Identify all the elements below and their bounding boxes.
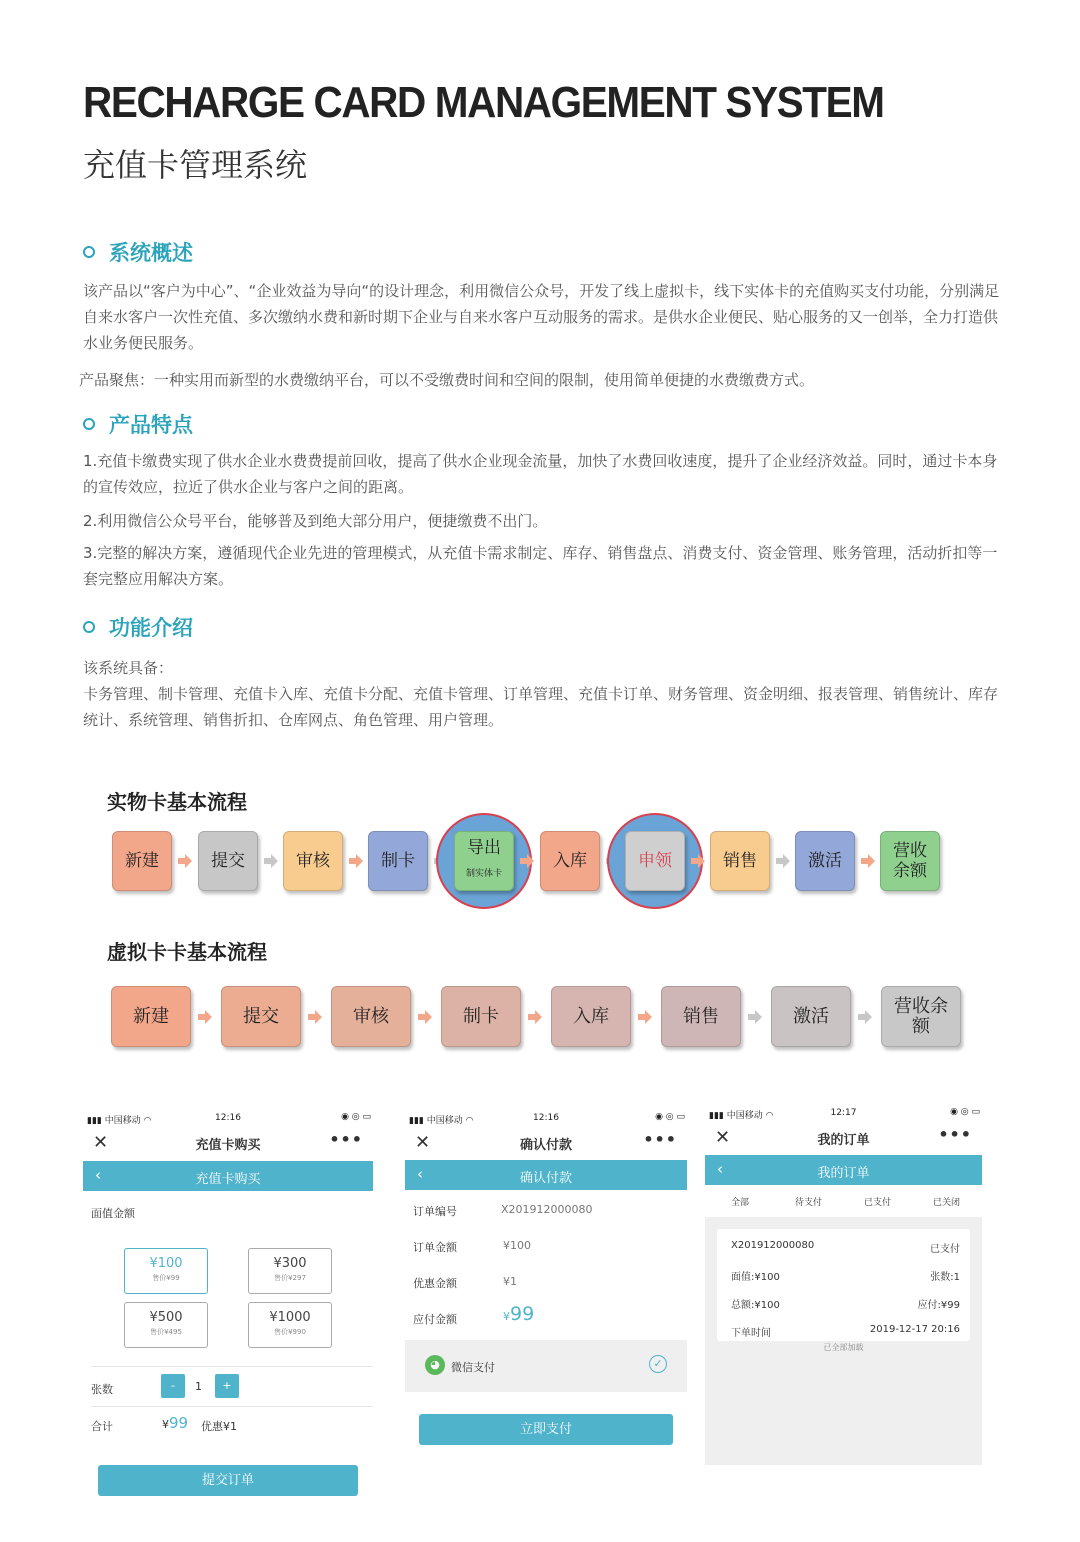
flow-arrow-icon xyxy=(776,854,790,868)
total-value: 99 xyxy=(169,1414,189,1432)
tab-all[interactable]: 全部 xyxy=(731,1198,750,1208)
payable-label: 应付金额 xyxy=(413,1313,457,1326)
signal-icon: ▮▮▮ xyxy=(87,1116,102,1126)
order-number-value: X201912000080 xyxy=(501,1203,593,1216)
nav-title: 确认付款 xyxy=(519,1138,572,1153)
flow-step-label: 营收余 xyxy=(894,995,948,1017)
wechat-pay-option[interactable] xyxy=(405,1340,687,1392)
order-amount-value: ¥100 xyxy=(503,1239,531,1252)
divider xyxy=(91,1406,373,1407)
section-overview-heading xyxy=(83,237,193,267)
flow-step xyxy=(881,986,961,1047)
flow-arrow-icon xyxy=(418,1010,432,1024)
functions-list: 卡务管理、制卡管理、充值卡入库、充值卡分配、充值卡管理、订单管理、充值卡订单、财务管理、资金明细、报表管理、销售统计、库存统计、系统管理、销售折扣、仓库网点、角色管理、用户管理。 xyxy=(83,685,999,729)
features-paragraph-1: 1.充值卡缴费实现了供水企业水费费提前回收，提高了供水企业现金流量，加快了水费回收速度，提升了企业经济效益。同时，通过卡本身的宣传效应，拉近了供水企业与客户之间的距离。 xyxy=(83,452,998,496)
tab-paid[interactable]: 已支付 xyxy=(864,1198,892,1208)
total-amount xyxy=(162,1414,188,1432)
more-icon[interactable]: ••• xyxy=(938,1125,972,1144)
title-chinese: 充值卡管理系统 xyxy=(83,146,308,184)
page-header xyxy=(705,1155,982,1185)
page-header-title: 确认付款 xyxy=(519,1171,572,1186)
section-features-title: 产品特点 xyxy=(109,413,193,437)
amount-option-1000[interactable] xyxy=(248,1302,332,1348)
battery-icon: ◉ ◎ ▭ xyxy=(655,1112,685,1122)
amount-value: ¥100 xyxy=(149,1256,183,1271)
flow-arrow-icon xyxy=(861,854,875,868)
wifi-icon: ◠ xyxy=(465,1116,474,1126)
flow-step-label: 提交 xyxy=(243,1005,279,1027)
signal-icon: ▮▮▮ xyxy=(409,1116,424,1126)
nav-bar xyxy=(83,1130,373,1156)
flow-step-label: 激活 xyxy=(808,851,842,871)
functions-intro: 该系统具备： xyxy=(83,659,174,677)
amount-value: ¥300 xyxy=(273,1256,307,1271)
pay-now-button[interactable]: 立即支付 xyxy=(419,1414,673,1445)
plus-button[interactable]: + xyxy=(215,1374,239,1398)
flow-step-label: 新建 xyxy=(133,1005,169,1027)
amount-option-500[interactable] xyxy=(124,1302,208,1348)
flow-arrow-icon xyxy=(178,854,192,868)
back-icon[interactable]: ‹ xyxy=(717,1160,723,1178)
quantity-value[interactable]: 1 xyxy=(195,1380,202,1393)
discount-amount-label: 优惠金额 xyxy=(413,1277,457,1290)
order-time-label: 下单时间 xyxy=(731,1328,771,1339)
flow-step-label: 制卡 xyxy=(463,1005,499,1027)
status-time: 12:17 xyxy=(830,1108,857,1118)
discount-value: 优惠¥1 xyxy=(201,1420,237,1433)
features-paragraph-2: 2.利用微信公众号平台，能够普及到绝大部分用户，便捷缴费不出门。 xyxy=(83,512,548,530)
battery-icon: ◉ ◎ ▭ xyxy=(950,1107,980,1117)
flow-step-label: 审核 xyxy=(296,851,330,871)
flow-arrow-icon xyxy=(198,1010,212,1024)
carrier: 中国移动 xyxy=(104,1116,141,1126)
flow-step-sublabel: 制实体卡 xyxy=(465,869,502,879)
close-icon[interactable]: ✕ xyxy=(715,1127,731,1148)
order-amount-label: 订单金额 xyxy=(413,1241,457,1254)
flow-step xyxy=(198,831,258,891)
carrier: 中国移动 xyxy=(426,1116,463,1126)
order-card[interactable] xyxy=(717,1229,970,1341)
amount-value: ¥1000 xyxy=(269,1310,311,1325)
back-icon[interactable]: ‹ xyxy=(95,1166,101,1184)
order-payable: 应付:¥99 xyxy=(917,1300,960,1311)
amount-price: 售价¥495 xyxy=(150,1328,182,1336)
wechat-pay-label: 微信支付 xyxy=(451,1361,495,1374)
flow-step xyxy=(771,986,851,1047)
flow-step-label: 提交 xyxy=(211,851,245,871)
amount-option-100[interactable] xyxy=(124,1248,208,1294)
flow-arrow-icon xyxy=(349,854,363,868)
flow-step xyxy=(331,986,411,1047)
flow-step xyxy=(283,831,343,891)
flow-step xyxy=(221,986,301,1047)
flow-arrow-icon xyxy=(748,1010,762,1024)
flow-arrow-icon xyxy=(858,1010,872,1024)
bullet-circle-icon xyxy=(83,246,95,258)
page-header xyxy=(83,1161,373,1191)
overview-paragraph-1: 该产品以“客户为中心”、“企业效益为导向“的设计理念，利用微信公众号，开发了线上虚拟卡，线下实体卡的充值购买支付功能，分别满足自来水客户一次性充值、多次缴纳水费和新时期下企业与自来水客户互动服务的需求。是供水企业便民、贴心服务的又一创举，全力打造供水业务便民服务。 xyxy=(83,282,1000,352)
flow-step-label: 额 xyxy=(912,1015,930,1037)
amount-price: 售价¥990 xyxy=(274,1328,306,1336)
flow-step xyxy=(368,831,428,891)
submit-order-button[interactable]: 提交订单 xyxy=(98,1465,358,1496)
face-value-label: 面值金额 xyxy=(91,1207,135,1220)
flow-step xyxy=(625,831,685,891)
order-face-value: 面值:¥100 xyxy=(731,1272,780,1283)
flow-step xyxy=(112,831,172,891)
flow-step xyxy=(441,986,521,1047)
flow-step-label: 新建 xyxy=(125,851,159,871)
flow-step xyxy=(540,831,600,891)
amount-price: 售价¥99 xyxy=(152,1274,180,1282)
divider xyxy=(91,1366,373,1367)
check-circle-icon[interactable]: ✓ xyxy=(649,1355,667,1373)
flow-step-label: 导出 xyxy=(467,838,501,858)
flow-step-label: 入库 xyxy=(553,851,587,871)
wifi-icon: ◠ xyxy=(143,1116,152,1126)
page-header-title: 充值卡购买 xyxy=(195,1172,261,1187)
section-functions-title: 功能介绍 xyxy=(109,616,193,640)
payable-amount xyxy=(503,1303,534,1325)
flow-step-label: 销售 xyxy=(723,851,757,871)
discount-amount-value: ¥1 xyxy=(503,1275,517,1288)
order-count: 张数:1 xyxy=(930,1272,960,1283)
order-time-value: 2019-12-17 20:16 xyxy=(869,1324,960,1335)
nav-bar xyxy=(405,1130,687,1156)
flow-arrow-icon xyxy=(691,854,705,868)
payable-value: 99 xyxy=(510,1303,535,1325)
nav-bar xyxy=(705,1125,982,1151)
wechat-icon: ◕ xyxy=(425,1355,445,1375)
bullet-circle-icon xyxy=(83,418,95,430)
amount-option-300[interactable] xyxy=(248,1248,332,1294)
flow-arrow-icon xyxy=(520,854,534,868)
flow-step-label: 销售 xyxy=(683,1005,719,1027)
currency-symbol: ¥ xyxy=(162,1418,169,1431)
virtual-flow-title: 虚拟卡卡基本流程 xyxy=(107,940,267,964)
phone-confirm-payment xyxy=(405,1108,687,1458)
overview-paragraph-2: 产品聚焦：一种实用而新型的水费缴纳平台，可以不受缴费时间和空间的限制，使用简单便捷的水费缴费方式。 xyxy=(79,371,815,389)
currency-symbol: ¥ xyxy=(503,1310,510,1323)
page-header xyxy=(405,1160,687,1190)
flow-step xyxy=(111,986,191,1047)
flow-step xyxy=(880,831,940,891)
features-paragraph-3: 3.完整的解决方案，遵循现代企业先进的管理模式，从充值卡需求制定、库存、销售盘点、消费支付、资金管理、账务管理，活动折扣等一套完整应用解决方案。 xyxy=(83,544,998,588)
close-icon[interactable]: ✕ xyxy=(93,1132,109,1153)
flow-step xyxy=(661,986,741,1047)
flow-step xyxy=(454,831,514,891)
flow-step-label: 入库 xyxy=(573,1005,609,1027)
section-functions-heading xyxy=(83,612,193,642)
section-overview-title: 系统概述 xyxy=(109,241,193,265)
status-bar xyxy=(83,1108,373,1128)
orders-list xyxy=(705,1217,982,1465)
close-icon[interactable]: ✕ xyxy=(415,1132,431,1153)
section-features-heading xyxy=(83,409,193,439)
flow-step-label: 申领 xyxy=(638,851,672,871)
minus-button[interactable]: - xyxy=(161,1374,185,1398)
flow-step-label: 审核 xyxy=(353,1005,389,1027)
order-number: X201912000080 xyxy=(731,1240,815,1251)
all-loaded-text: 已全部加载 xyxy=(823,1343,864,1352)
phone-my-orders xyxy=(705,1103,982,1465)
title-english: RECHARGE CARD MANAGEMENT SYSTEM xyxy=(83,78,884,127)
amount-value: ¥500 xyxy=(149,1310,183,1325)
flow-step xyxy=(795,831,855,891)
quantity-label: 张数 xyxy=(91,1383,113,1396)
status-bar xyxy=(705,1103,982,1123)
flow-arrow-icon xyxy=(308,1010,322,1024)
battery-icon: ◉ ◎ ▭ xyxy=(341,1112,371,1122)
physical-flow-title: 实物卡基本流程 xyxy=(107,790,247,814)
order-number-label: 订单编号 xyxy=(413,1205,457,1218)
flow-step-label: 余额 xyxy=(893,861,927,881)
page-header-title: 我的订单 xyxy=(817,1166,870,1181)
flow-arrow-icon xyxy=(264,854,278,868)
flow-step xyxy=(710,831,770,891)
total-label: 合计 xyxy=(91,1420,113,1433)
tab-pending[interactable]: 待支付 xyxy=(795,1198,823,1208)
flow-step-label: 制卡 xyxy=(381,851,415,871)
wifi-icon: ◠ xyxy=(765,1111,774,1121)
nav-title: 充值卡购买 xyxy=(195,1138,261,1153)
more-icon[interactable]: ••• xyxy=(329,1130,363,1149)
order-total: 总额:¥100 xyxy=(731,1300,780,1311)
status-time: 12:16 xyxy=(215,1113,241,1123)
flow-step-label: 激活 xyxy=(793,1005,829,1027)
nav-title: 我的订单 xyxy=(817,1133,870,1148)
more-icon[interactable]: ••• xyxy=(643,1130,677,1149)
back-icon[interactable]: ‹ xyxy=(417,1165,423,1183)
tab-closed[interactable]: 已关闭 xyxy=(933,1198,961,1208)
flow-arrow-icon xyxy=(638,1010,652,1024)
amount-price: 售价¥297 xyxy=(274,1274,306,1282)
bullet-circle-icon xyxy=(83,621,95,633)
phone-recharge-purchase xyxy=(83,1108,373,1508)
order-status: 已支付 xyxy=(930,1244,960,1255)
flow-step xyxy=(551,986,631,1047)
carrier: 中国移动 xyxy=(726,1111,763,1121)
flow-step-label: 营收 xyxy=(893,841,927,861)
status-bar xyxy=(405,1108,687,1128)
flow-arrow-icon xyxy=(528,1010,542,1024)
status-time: 12:16 xyxy=(533,1113,559,1123)
signal-icon: ▮▮▮ xyxy=(709,1111,724,1121)
